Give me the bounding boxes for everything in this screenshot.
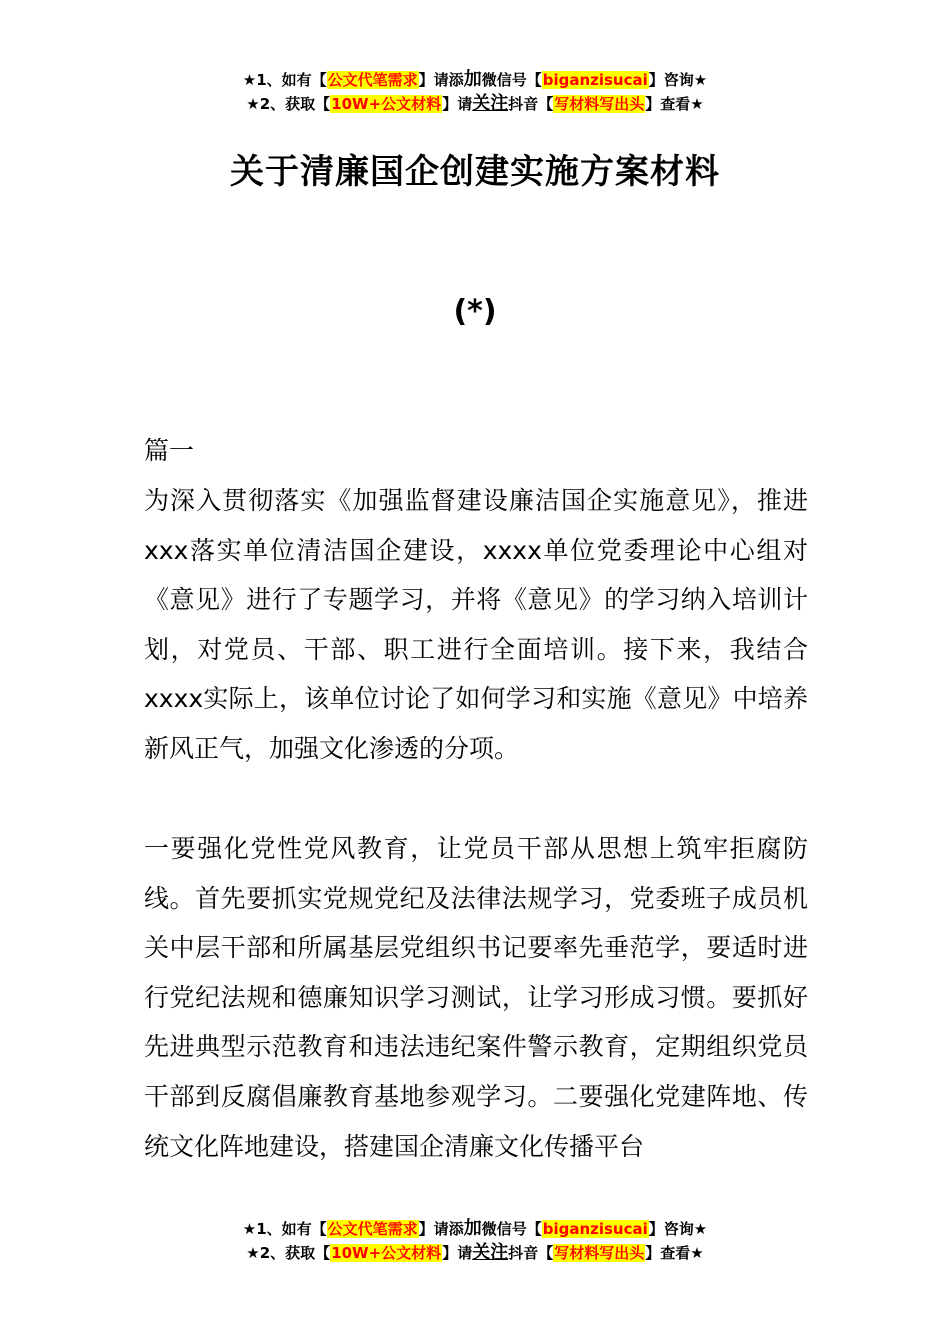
section-label: 篇一 [144,436,195,465]
promo-text: ★2、获取【 [246,1244,331,1262]
promo-text: 关注 [472,93,509,114]
promo-highlight: 公文代笔需求 [327,1220,418,1238]
footer-promo-banner [0,1217,950,1265]
promo-text: 】查看★ [645,1244,704,1262]
promo-text: 抖音【 [508,95,554,113]
promo-line-2 [0,92,950,116]
document-subtitle: (*) [453,294,497,329]
promo-line-1 [0,1217,950,1241]
promo-text: 】咨询★ [648,71,708,89]
promo-text: 】请添 [418,71,464,89]
body-paragraph-1: 为深入贯彻落实《加强监督建设廉洁国企实施意见》，推进xxx落实单位清洁国企建设，xxxx单位党委理论中心组对《意见》进行了专题学习，并将《意见》的学习纳入培训计划，对党员、干部、职工进行全面培训。接下来，我结合xxxx实际上，该单位讨论了如何学习和实施《意见》中培养新风正气，加强文化渗透的分项。 [144,486,808,763]
promo-text: 加 [463,69,482,90]
promo-text: ★2、获取【 [246,95,331,113]
promo-text: 】请添 [418,1220,464,1238]
promo-highlight: 公文代笔需求 [327,71,418,89]
promo-text: 加 [463,1218,482,1239]
body-paragraph-2: 一要强化党性党风教育，让党员干部从思想上筑牢拒腐防线。首先要抓实党规党纪及法律法规学习，党委班子成员机关中层干部和所属基层党组织书记要率先垂范学，要适时进行党纪法规和德廉知识学习测试，让学习形成习惯。要抓好先进典型示范教育和违法违纪案件警示教育，定期组织党员干部到反腐倡廉教育基地参观学习。二要强化党建阵地、传统文化阵地建设，搭建国企清廉文化传播平台 [144,834,808,1161]
promo-highlight: biganzisucai [542,71,648,89]
promo-text: ★1、如有【 [242,71,327,89]
promo-highlight: biganzisucai [542,1220,648,1238]
promo-highlight: 10W+公文材料 [331,95,442,113]
promo-text: ★1、如有【 [242,1220,327,1238]
promo-text: 】请 [442,95,473,113]
promo-highlight: 写材料写出头 [554,95,645,113]
promo-line-2 [0,1241,950,1265]
promo-text: 】咨询★ [648,1220,708,1238]
promo-text: 抖音【 [508,1244,554,1262]
promo-text: 关注 [472,1242,509,1263]
promo-highlight: 10W+公文材料 [331,1244,442,1262]
promo-text: 微信号【 [481,71,542,89]
document-title: 关于清廉国企创建实施方案材料 [230,152,720,192]
promo-text: 】请 [442,1244,473,1262]
promo-text: 微信号【 [481,1220,542,1238]
header-promo-banner [0,68,950,116]
promo-text: 】查看★ [645,95,704,113]
promo-highlight: 写材料写出头 [554,1244,645,1262]
promo-line-1 [0,68,950,92]
